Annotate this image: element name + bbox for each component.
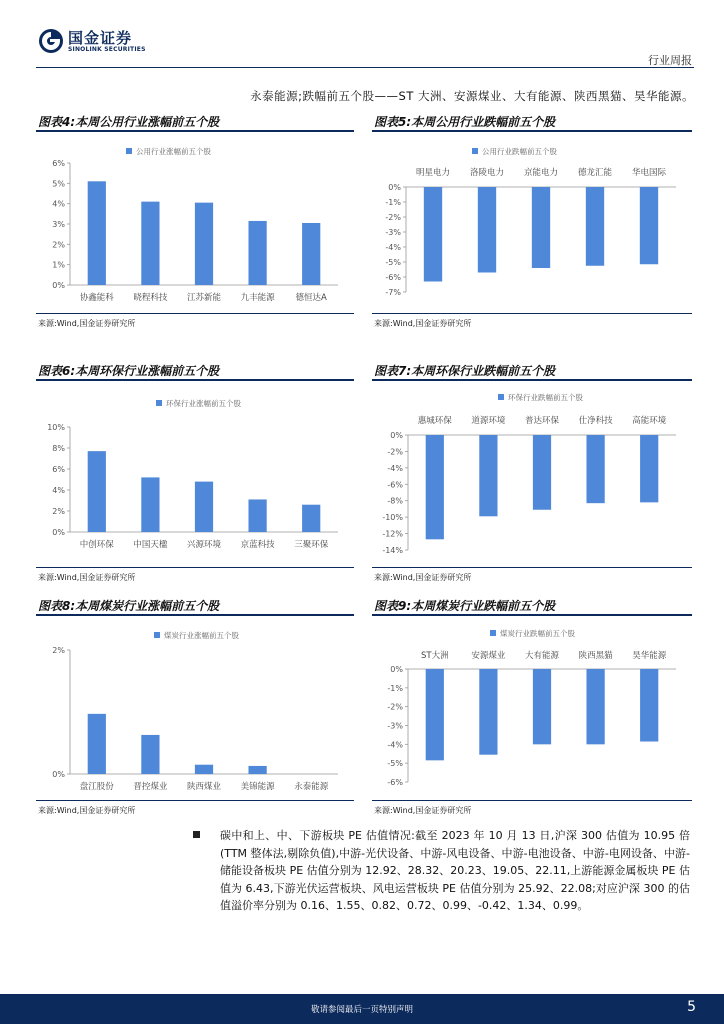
figure-9-title: 图表9:本周煤炭行业跌幅前五个股 <box>374 599 556 613</box>
footer-disclaimer: 敬请参阅最后一页特别声明 <box>310 1005 413 1015</box>
legend-label: 公用行业涨幅前五个股 <box>136 147 211 156</box>
category-label: 盘江股份 <box>79 782 114 792</box>
chart-svg <box>36 135 354 310</box>
figure-9-chart <box>372 619 692 797</box>
category-label: 普达环保 <box>524 416 560 426</box>
figure-6-bottom-rule <box>36 567 354 568</box>
bar <box>141 202 159 285</box>
page-number: 5 <box>687 999 696 1015</box>
y-tick-label: -7% <box>385 288 401 297</box>
y-tick-label: -2% <box>387 447 403 457</box>
y-tick-label: -8% <box>387 496 403 506</box>
legend-label: 环保行业涨幅前五个股 <box>166 399 241 408</box>
y-tick-label: -12% <box>382 529 403 539</box>
y-tick-label: 0% <box>390 665 403 674</box>
y-tick-label: -4% <box>385 243 401 252</box>
category-label: 德龙汇能 <box>577 168 613 178</box>
category-label: 德恒达A <box>295 293 327 303</box>
bar <box>533 669 551 744</box>
chart-svg <box>372 135 692 310</box>
category-label: 安源煤业 <box>471 651 506 661</box>
category-label: 华电国际 <box>631 168 667 178</box>
figure-9-source: 来源:Wind,国金证券研究所 <box>374 806 472 815</box>
bar <box>640 187 658 264</box>
bar <box>141 477 159 532</box>
y-tick-label: 6% <box>52 159 65 168</box>
figure-5-source: 来源:Wind,国金证券研究所 <box>374 319 472 328</box>
figure-7-source: 来源:Wind,国金证券研究所 <box>374 573 472 582</box>
category-label: 九丰能源 <box>240 293 275 303</box>
category-label: 兴源环境 <box>186 540 222 550</box>
y-tick-label: 2% <box>52 646 65 655</box>
legend-swatch <box>498 394 504 400</box>
bar <box>640 669 658 742</box>
figure-6-title-rule <box>36 379 354 381</box>
y-tick-label: -3% <box>387 721 403 731</box>
figure-5-title-rule <box>372 130 692 132</box>
category-label: 陕西煤业 <box>186 782 222 792</box>
category-label: 大有能源 <box>524 651 560 661</box>
y-tick-label: 1% <box>52 260 65 270</box>
category-label: 三聚环保 <box>294 540 329 550</box>
y-tick-label: 2% <box>52 507 65 516</box>
category-label: 道源环境 <box>471 416 506 426</box>
y-tick-label: -14% <box>382 546 403 555</box>
y-tick-label: 8% <box>52 444 65 453</box>
y-tick-label: 0% <box>388 183 401 192</box>
figure-8-title-rule <box>36 614 354 616</box>
legend-swatch <box>490 630 496 636</box>
bar <box>479 669 497 755</box>
logo-text-en: SINOLINK SECURITIES <box>68 46 146 53</box>
legend-swatch <box>126 148 132 154</box>
y-tick-label: 4% <box>52 199 65 209</box>
figure-7-title-rule <box>372 379 692 381</box>
valuation-paragraph: 碳中和上、中、下游板块 PE 估值情况:截至 2023 年 10 月 13 日,沪深 300 估值为 10.95 倍(TTM 整体法,剔除负值),中游-光伏设备、中游-风电设备、中游-电池设备、中游-电网设备、中游-储能设备板块 PE 估值分别为 12.92、28.32、20.23、19.05、22.11,上游能源金属板块 PE 估值为 6.43,下游光伏运营板块、风电运营板块 PE 估值分别为 25.92、22.08;对应沪深 300 的估值溢价率分别为 0.16、1.55、0.82、0.72、0.99、-0.42、1.34、0.99。 <box>220 829 690 912</box>
y-tick-label: -6% <box>387 778 403 787</box>
figure-9-title-rule <box>372 614 692 616</box>
y-tick-label: -5% <box>387 759 403 769</box>
chart-svg <box>372 384 692 564</box>
y-tick-label: 0% <box>390 431 403 440</box>
bar <box>302 223 320 285</box>
legend-swatch <box>154 632 160 638</box>
chart-svg <box>372 619 692 797</box>
bar <box>426 669 444 760</box>
bar <box>248 766 266 774</box>
y-tick-label: 6% <box>52 465 65 474</box>
y-tick-label: 2% <box>52 240 65 250</box>
bar <box>533 435 551 510</box>
category-label: 京蓝科技 <box>240 540 275 550</box>
y-tick-label: 0% <box>52 528 65 537</box>
figure-5-title: 图表5:本周公用行业跌幅前五个股 <box>374 115 556 129</box>
bar <box>586 435 604 503</box>
y-tick-label: -3% <box>385 228 401 237</box>
y-tick-label: -4% <box>387 463 403 473</box>
y-tick-label: -1% <box>387 683 403 693</box>
legend-label: 公用行业跌幅前五个股 <box>482 147 557 156</box>
bar <box>195 203 213 285</box>
figure-7-chart <box>372 384 692 564</box>
bar <box>426 435 444 539</box>
legend-swatch <box>472 148 478 154</box>
y-tick-label: 10% <box>47 423 65 432</box>
company-logo-icon <box>38 28 64 54</box>
category-label: 中国天楹 <box>133 540 168 550</box>
figure-5-chart <box>372 135 692 310</box>
bar <box>141 735 159 774</box>
legend-label: 煤炭行业跌幅前五个股 <box>500 629 575 638</box>
category-label: 江苏新能 <box>186 293 222 303</box>
bar <box>532 187 550 268</box>
y-tick-label: -4% <box>387 740 403 750</box>
category-label: 惠城环保 <box>417 416 452 426</box>
bullet-icon <box>193 831 200 838</box>
report-type-label: 行业周报 <box>648 54 692 67</box>
y-tick-label: -1% <box>385 198 401 207</box>
figure-6-source: 来源:Wind,国金证券研究所 <box>38 573 136 582</box>
figure-4-source: 来源:Wind,国金证券研究所 <box>38 319 136 328</box>
category-label: 陕西黑猫 <box>578 651 613 661</box>
figure-5-bottom-rule <box>372 313 692 314</box>
figure-8-title: 图表8:本周煤炭行业涨幅前五个股 <box>38 599 220 613</box>
figure-7-title: 图表7:本周环保行业跌幅前五个股 <box>374 364 556 378</box>
figure-9-bottom-rule <box>372 800 692 801</box>
category-label: 美锦能源 <box>240 782 275 792</box>
figure-6-chart <box>36 384 354 564</box>
figure-8-bottom-rule <box>36 800 354 801</box>
figure-4-bottom-rule <box>36 313 354 314</box>
bar <box>586 187 604 266</box>
category-label: ST大洲 <box>421 651 449 661</box>
bar <box>586 669 604 744</box>
y-tick-label: 3% <box>52 220 65 229</box>
y-tick-label: -10% <box>382 513 403 523</box>
y-tick-label: 5% <box>52 179 65 189</box>
bar <box>88 181 106 285</box>
category-label: 高能环境 <box>632 416 667 426</box>
category-label: 中创环保 <box>79 540 114 550</box>
bar <box>302 505 320 532</box>
bar <box>640 435 658 502</box>
category-label: 京能电力 <box>523 168 559 178</box>
figure-8-chart <box>36 619 354 797</box>
y-tick-label: 0% <box>52 770 65 779</box>
bar <box>195 482 213 532</box>
category-label: 协鑫能科 <box>79 293 114 303</box>
category-label: 晋控煤业 <box>133 782 168 792</box>
category-label: 永泰能源 <box>294 782 329 792</box>
figure-7-bottom-rule <box>372 567 692 568</box>
logo-text-cn: 国金证券 <box>68 29 133 47</box>
y-tick-label: 0% <box>52 281 65 290</box>
y-tick-label: 4% <box>52 486 65 495</box>
bar <box>88 714 106 774</box>
bar <box>479 435 497 516</box>
category-label: 洛陵电力 <box>469 168 505 178</box>
bar <box>248 221 266 285</box>
figure-8-source: 来源:Wind,国金证券研究所 <box>38 806 136 815</box>
figure-4-title: 图表4:本周公用行业涨幅前五个股 <box>38 115 220 129</box>
legend-label: 环保行业跌幅前五个股 <box>508 393 583 402</box>
bar <box>478 187 496 273</box>
figure-4-title-rule <box>36 130 354 132</box>
category-label: 昊华能源 <box>632 651 667 661</box>
figure-6-title: 图表6:本周环保行业涨幅前五个股 <box>38 364 220 378</box>
intro-text: 永泰能源;跌幅前五个股——ST 大洲、安源煤业、大有能源、陕西黑猫、昊华能源。 <box>250 89 694 103</box>
y-tick-label: -2% <box>385 213 401 222</box>
legend-label: 煤炭行业涨幅前五个股 <box>164 631 239 640</box>
figure-4-chart <box>36 135 354 310</box>
category-label: 明星电力 <box>415 168 451 178</box>
chart-svg <box>36 384 354 564</box>
y-tick-label: -2% <box>387 702 403 712</box>
bar <box>195 765 213 774</box>
bar <box>248 499 266 532</box>
chart-svg <box>36 619 354 797</box>
bar <box>424 187 442 282</box>
y-tick-label: -5% <box>385 258 401 267</box>
y-tick-label: -6% <box>387 480 403 490</box>
y-tick-label: -6% <box>385 273 401 282</box>
category-label: 仕净科技 <box>578 416 613 426</box>
category-label: 晓程科技 <box>133 293 168 303</box>
legend-swatch <box>156 400 162 406</box>
bar <box>88 451 106 532</box>
header-divider <box>36 67 694 68</box>
